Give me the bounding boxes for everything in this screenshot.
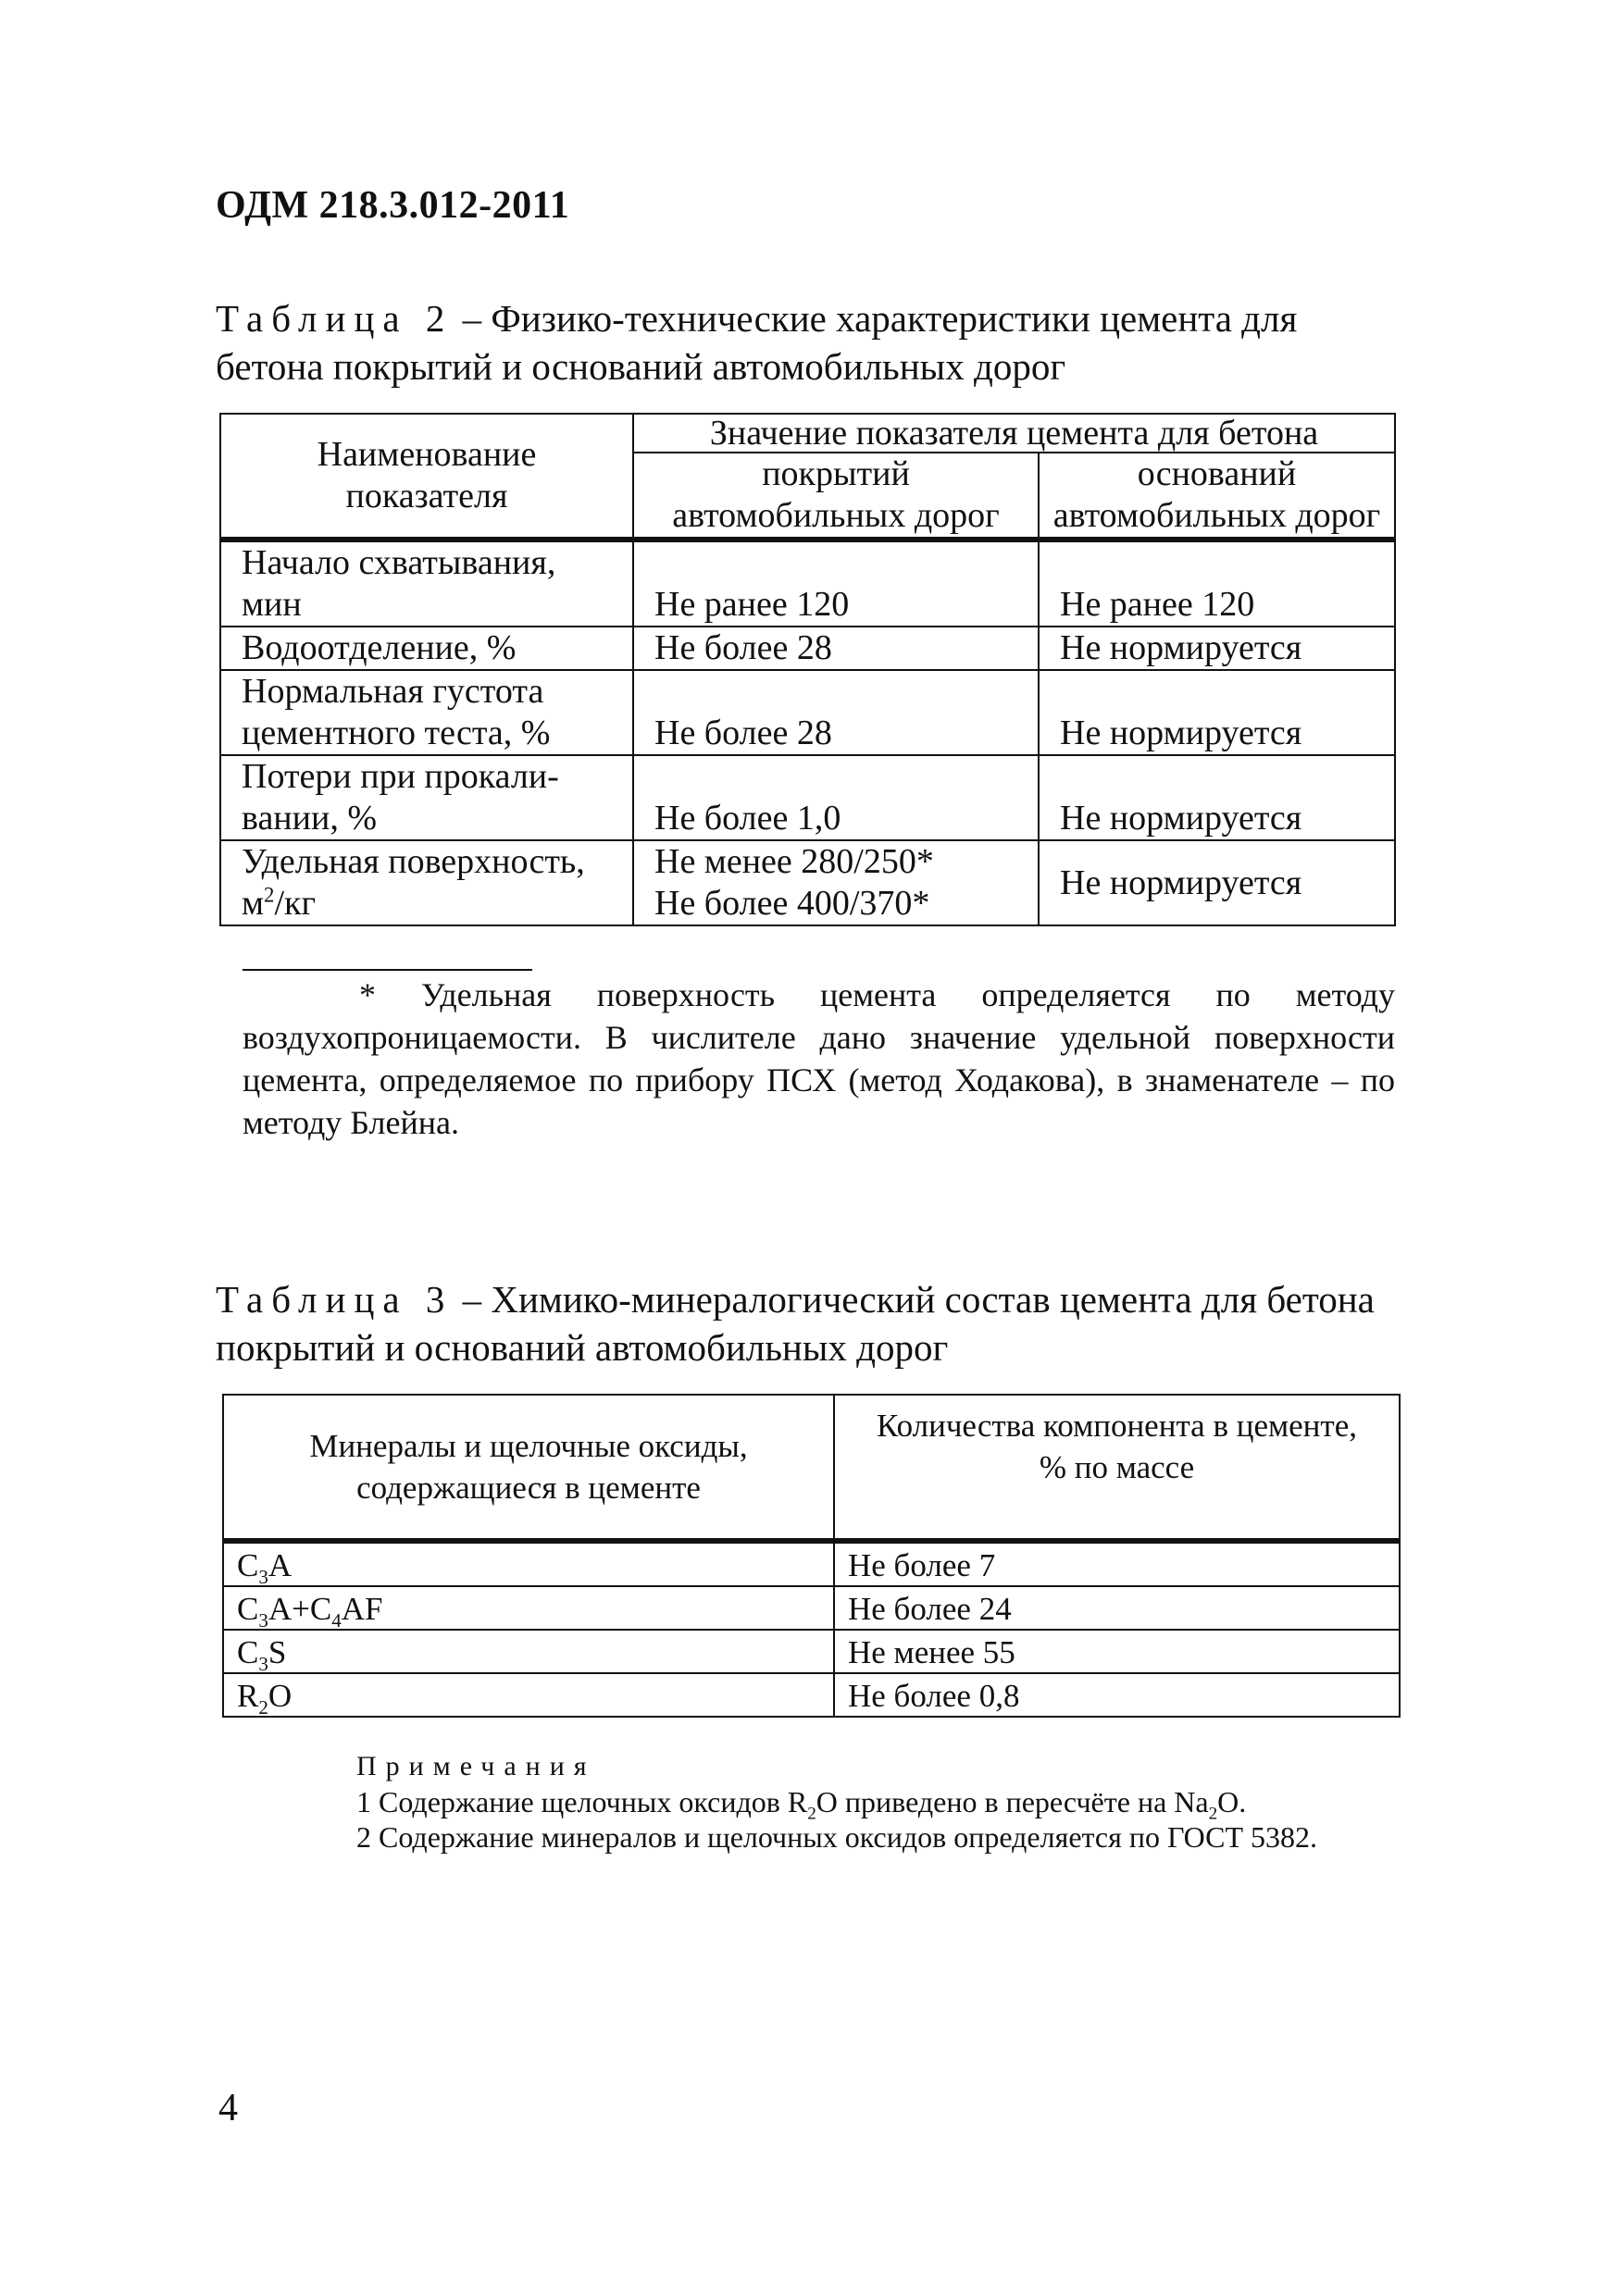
formula-part: S (268, 1634, 287, 1670)
table3-cell-amount: Не более 0,8 (834, 1673, 1400, 1717)
row-name-line1: Нормальная густота (242, 672, 544, 711)
table3-cell-amount: Не более 7 (834, 1541, 1400, 1586)
document-code: ОДМ 218.3.012-2011 (216, 184, 570, 227)
formula-part: R (237, 1678, 259, 1714)
table2-cell-base: Не нормируется (1039, 670, 1395, 755)
table3-cell-amount: Не менее 55 (834, 1630, 1400, 1673)
formula-subscript: 3 (258, 1566, 268, 1588)
formula-part: AF (341, 1591, 383, 1627)
table-row (223, 1630, 1400, 1673)
table2-header-pavement-line2: автомобильных дорог (672, 496, 1000, 535)
table2-cell-name (220, 840, 633, 925)
table-row (223, 1541, 1400, 1586)
table3-cell-mineral (223, 1586, 834, 1630)
table3-header-amount (834, 1395, 1400, 1541)
table3-header-mineral (223, 1395, 834, 1541)
table2-caption-text: – Физико-технические характеристики цемента для бетона покрытий и оснований автомобильных дорог (216, 297, 1298, 388)
note-subscript: 2 (1208, 1804, 1218, 1824)
formula-part: O (268, 1678, 293, 1714)
table-row (220, 627, 1395, 670)
row-name-line2 (242, 883, 623, 925)
table2-cell-name (220, 670, 633, 755)
unit-superscript: 2 (264, 883, 275, 907)
header-line2: % по массе (1039, 1449, 1195, 1485)
table2-caption (216, 294, 1410, 391)
footnote-divider (243, 969, 532, 971)
footnote-text: * Удельная поверхность цемента определяется по методу воздухопроницаемости. В числителе дано значение удельной поверхности цемента, определяемое по прибору ПСХ (метод Ходакова), в знаменателе – по методу Блейна. (243, 976, 1395, 1141)
table2-cell-name (220, 540, 633, 627)
table3-cell-mineral (223, 1630, 834, 1673)
table3-notes (356, 1749, 1402, 1855)
table2-cell-pavement (633, 840, 1039, 925)
note-text: O приведено в пересчёте на Na (816, 1785, 1209, 1818)
table2-header-pavement-line1: покрытий (762, 454, 910, 493)
table3-cell-mineral (223, 1541, 834, 1586)
table2-cell-pavement: Не более 28 (633, 627, 1039, 670)
table2-header-name (220, 414, 633, 540)
table2-cell-base: Не нормируется (1039, 755, 1395, 840)
formula-subscript: 4 (331, 1609, 342, 1632)
header-line1: Количества компонента в цементе, (876, 1408, 1357, 1444)
table2-cell-name: Водоотделение, % (220, 627, 633, 670)
table-row (220, 840, 1395, 925)
table2-header-name-line1: Наименование (317, 435, 537, 474)
note-text: O. (1217, 1785, 1247, 1818)
note-1 (356, 1784, 1402, 1824)
formula-part: A (268, 1547, 293, 1583)
table3-cell-mineral (223, 1673, 834, 1717)
table2-cell-pavement: Не более 28 (633, 670, 1039, 755)
table2-header-pavement (633, 453, 1039, 540)
table3-caption-label: Таблица 3 (216, 1278, 454, 1321)
formula-part: C (237, 1591, 259, 1627)
table2-header-base-line1: оснований (1137, 454, 1297, 493)
row-name-line2: цементного теста, % (242, 714, 551, 752)
table3-caption (216, 1275, 1410, 1371)
row-name-line1: Потери при прокали- (242, 757, 559, 796)
table2-header-group: Значение показателя цемента для бетона (633, 414, 1395, 453)
table2-footnote (243, 974, 1395, 1144)
notes-heading: Примечания (356, 1751, 596, 1781)
value-line1: Не менее 280/250* (654, 842, 934, 881)
header-line2: содержащиеся в цементе (356, 1470, 701, 1506)
formula-subscript: 2 (258, 1696, 268, 1719)
unit-rest: /кг (274, 884, 317, 923)
table3 (222, 1394, 1401, 1718)
table2-cell-name (220, 755, 633, 840)
value-line2: Не более 400/370* (654, 884, 930, 923)
table-row (220, 755, 1395, 840)
table2-caption-label: Таблица 2 (216, 297, 454, 340)
formula-subscript: 3 (258, 1653, 268, 1675)
table3-caption-text: – Химико-минералогический состав цемента для бетона покрытий и оснований автомобильных дорог (216, 1278, 1375, 1369)
note-2: 2 Содержание минералов и щелочных оксидов определяется по ГОСТ 5382. (356, 1820, 1318, 1854)
table2-header-name-line2: показателя (345, 477, 508, 515)
table2-header-base (1039, 453, 1395, 540)
header-line1: Минералы и щелочные оксиды, (309, 1428, 748, 1464)
table2-cell-pavement: Не ранее 120 (633, 540, 1039, 627)
row-name-line2: мин (242, 585, 302, 624)
table2-cell-base: Не нормируется (1039, 627, 1395, 670)
formula-part: C (237, 1634, 259, 1670)
formula-part: A+C (268, 1591, 332, 1627)
table2-header-base-line2: автомобильных дорог (1052, 496, 1381, 535)
row-name-line1: Начало схватывания, (242, 543, 556, 582)
formula-part: C (237, 1547, 259, 1583)
formula-subscript: 3 (258, 1609, 268, 1632)
table-row (223, 1586, 1400, 1630)
unit-base: м (242, 884, 265, 923)
table3-cell-amount: Не более 24 (834, 1586, 1400, 1630)
note-subscript: 2 (807, 1804, 816, 1824)
table-row (220, 670, 1395, 755)
table2-cell-pavement: Не более 1,0 (633, 755, 1039, 840)
page-number: 4 (218, 2087, 238, 2129)
note-text: 1 Содержание щелочных оксидов R (356, 1785, 808, 1818)
table-row (220, 540, 1395, 627)
row-name-line1: Удельная поверхность, (242, 842, 585, 881)
table2-cell-base: Не ранее 120 (1039, 540, 1395, 627)
table2 (219, 413, 1396, 926)
row-name-line2: вании, % (242, 799, 377, 838)
table-row (223, 1673, 1400, 1717)
table2-cell-base: Не нормируется (1039, 840, 1395, 925)
